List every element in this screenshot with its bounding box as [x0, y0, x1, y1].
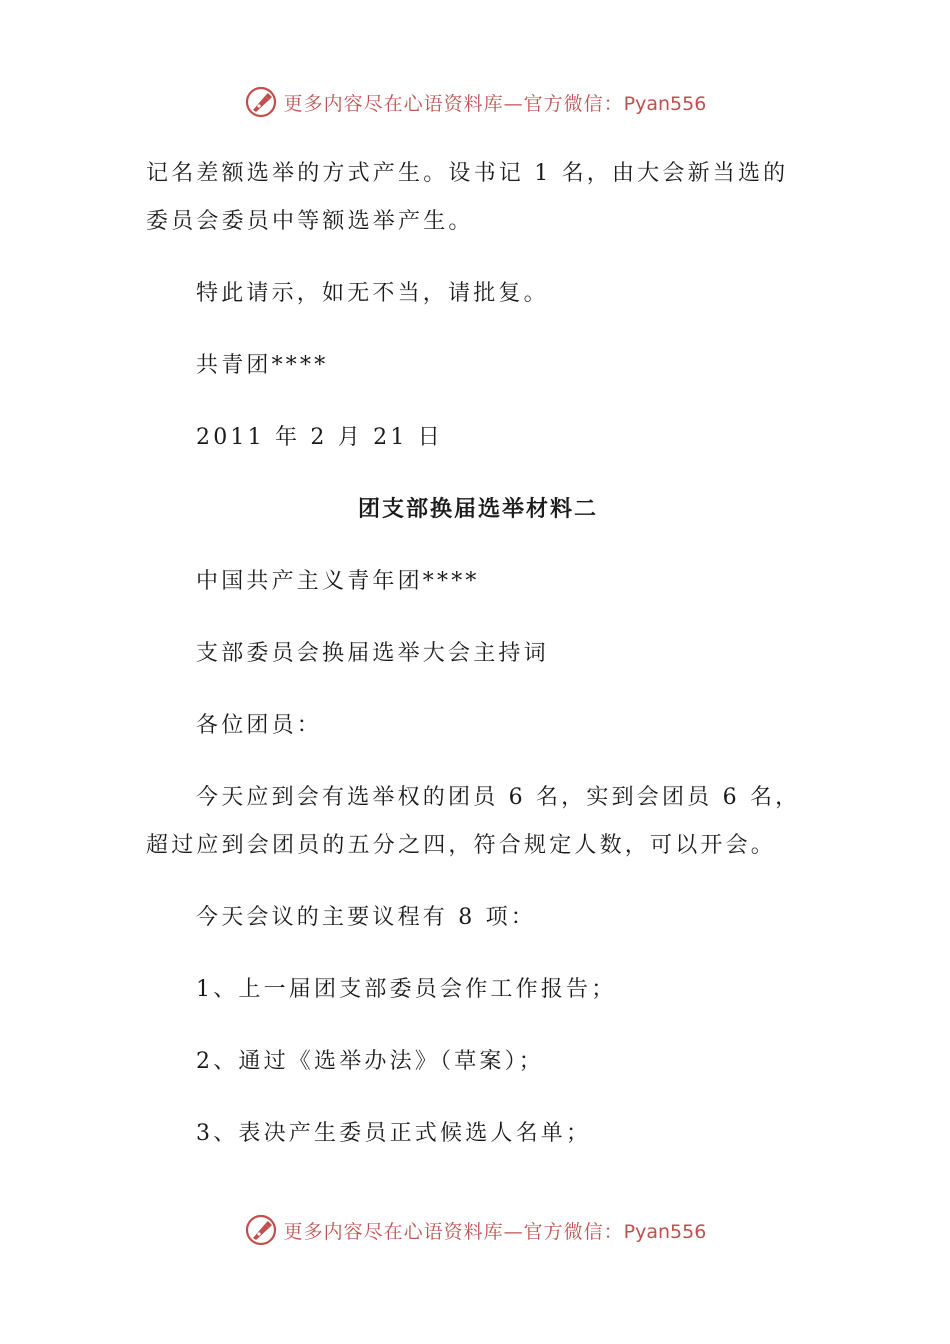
agenda-item: 3、表决产生委员正式候选人名单； [196, 1121, 592, 1146]
paragraph-agenda-intro: 今天会议的主要议程有 8 项： [196, 905, 536, 930]
agenda-item: 2、通过《选举办法》（草案）； [196, 1049, 544, 1074]
footer-watermark [0, 1210, 950, 1250]
agenda-item: 1、上一届团支部委员会作工作报告； [196, 977, 617, 1002]
signature-org: 共青团**** [196, 353, 329, 378]
pen-nib-logo-icon [244, 1213, 278, 1247]
paragraph-request: 特此请示，如无不当，请批复。 [196, 281, 549, 306]
paragraph-greeting: 各位团员： [196, 713, 323, 738]
header-watermark [0, 82, 950, 122]
watermark-text: 更多内容尽在心语资料库—官方微信：Pyan556 [283, 1220, 707, 1243]
watermark-text: 更多内容尽在心语资料库—官方微信：Pyan556 [283, 92, 707, 115]
paragraph-org: 中国共产主义青年团**** [196, 569, 480, 594]
paragraph-continued: 记名差额选举的方式产生。设书记 1 名，由大会新当选的委员会委员中等额选举产生。 [146, 161, 789, 234]
paragraph-attendance: 今天应到会有选举权的团员 6 名，实到会团员 6 名，超过应到会团员的五分之四，符合规定人数，可以开会。 [146, 785, 801, 858]
paragraph-subtitle: 支部委员会换届选举大会主持词 [196, 641, 549, 666]
pen-nib-logo-icon [244, 85, 278, 119]
signature-date: 2011 年 2 月 21 日 [196, 425, 443, 450]
document-body [146, 150, 810, 1182]
section-title: 团支部换届选举材料二 [357, 497, 598, 522]
